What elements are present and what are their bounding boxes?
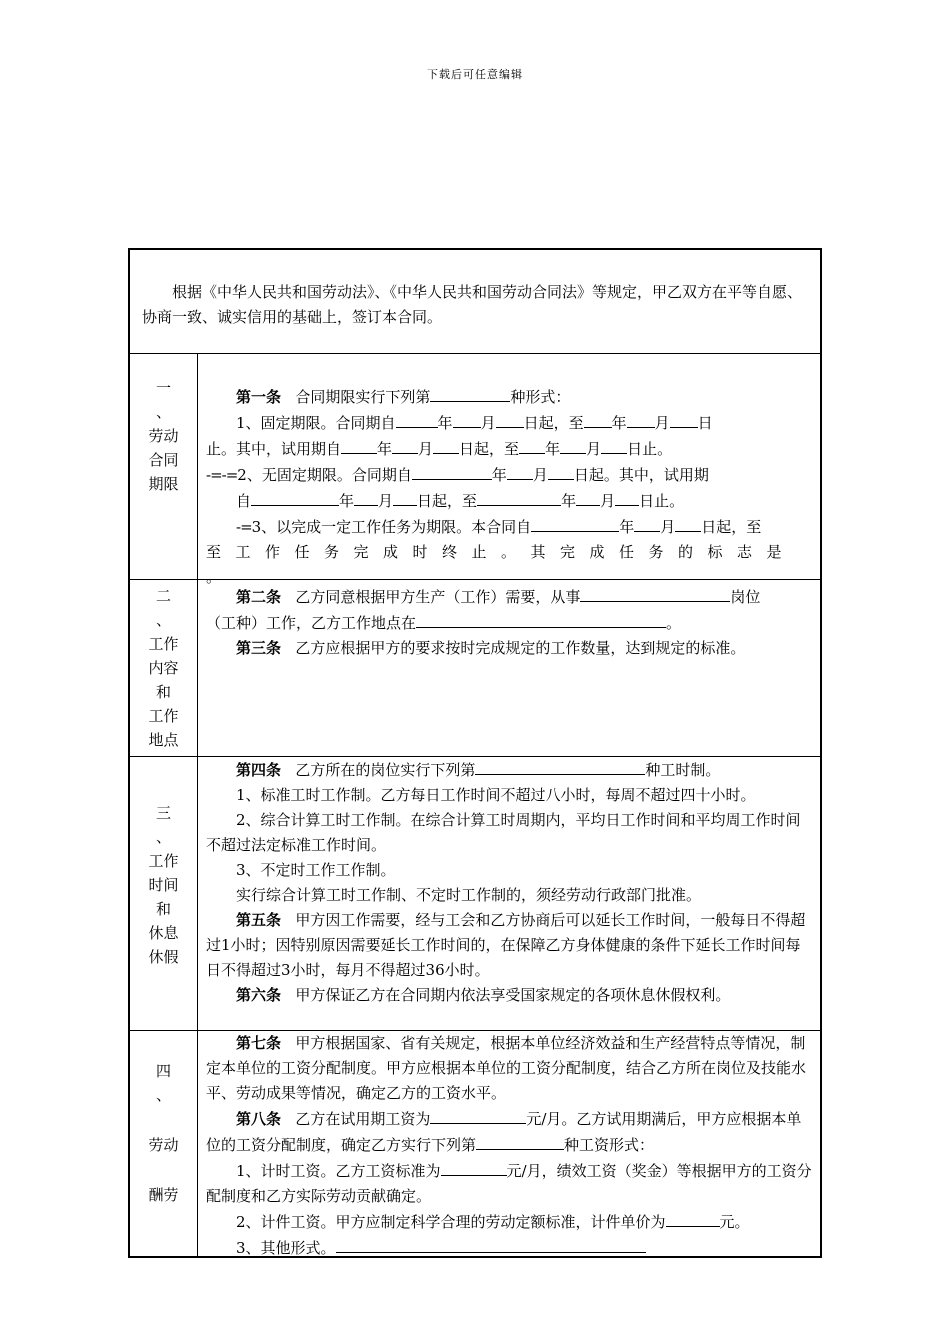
clause-text: 元/月，绩效工资（奖金）等根据甲方的工资分配制度和乙方实际劳动贡献确定。 bbox=[206, 1162, 812, 1205]
blank-field[interactable] bbox=[496, 410, 524, 428]
label-line: 合同 bbox=[148, 451, 179, 469]
article-text: 甲方因工作需要，经与工会和乙方协商后可以延长工作时间，一般每日不得超过1小时；因特别原因需要延长工作时间的，在保障乙方身体健康的条件下延长工作时间每日不得超过3小时，每月不得超过36小时。 bbox=[206, 911, 806, 979]
article-1 bbox=[206, 384, 814, 410]
clause-text: 1、固定期限。合同期自 bbox=[236, 414, 396, 432]
blank-field[interactable] bbox=[580, 584, 730, 602]
label-line: 和 bbox=[155, 900, 171, 918]
task-completion-end: 。 bbox=[206, 568, 222, 586]
standard-hours: 1、标准工时工作制。乙方每日工作时间不超过八小时，每周不超过四十小时。 bbox=[236, 786, 756, 804]
clause-text: 3、其他形式。 bbox=[236, 1239, 336, 1257]
clause-text: 年 bbox=[437, 414, 453, 432]
article-text: 种工时制。 bbox=[645, 761, 721, 779]
other-wage bbox=[206, 1235, 814, 1261]
label-line: 工作 bbox=[148, 707, 179, 725]
blank-field[interactable] bbox=[670, 410, 698, 428]
label-line: 二 bbox=[155, 587, 171, 605]
section-content bbox=[198, 580, 820, 756]
blank-field[interactable] bbox=[627, 410, 655, 428]
clause-text: 日止。 bbox=[627, 440, 673, 458]
section-content bbox=[198, 354, 820, 586]
clause-text: 日起，至 bbox=[701, 518, 762, 536]
article-title: 第八条 bbox=[236, 1110, 282, 1128]
section-content bbox=[198, 1031, 820, 1256]
label-line: 酬劳 bbox=[148, 1186, 179, 1204]
blank-field[interactable] bbox=[441, 1158, 507, 1176]
label-line: 一 bbox=[155, 379, 171, 397]
section-label bbox=[130, 1031, 198, 1256]
label-line: 、 bbox=[155, 403, 171, 421]
label-line: 、 bbox=[155, 611, 171, 629]
label-line: 三 bbox=[155, 804, 171, 822]
clause-text: 月 bbox=[480, 414, 496, 432]
section-work-content bbox=[130, 580, 820, 757]
time-wage bbox=[206, 1158, 814, 1209]
clause-text: 1、计时工资。乙方工资标准为 bbox=[236, 1162, 441, 1180]
label-line: 内容 bbox=[148, 659, 179, 677]
blank-field[interactable] bbox=[475, 757, 645, 775]
label-line: 期限 bbox=[148, 475, 179, 493]
blank-field[interactable] bbox=[666, 1209, 720, 1227]
clause-text: 3、以完成一定工作任务为期限。本合同自 bbox=[251, 518, 532, 536]
article-text: 甲方保证乙方在合同期内依法享受国家规定的各项休息休假权利。 bbox=[295, 986, 731, 1004]
blank-field[interactable] bbox=[416, 610, 666, 628]
blank-field[interactable] bbox=[336, 1235, 646, 1253]
clause-text: 月 bbox=[600, 492, 616, 510]
task-term-clause bbox=[206, 514, 814, 540]
blank-field[interactable] bbox=[412, 462, 492, 480]
task-completion-line: 至工作任务完成时终止。其完成任务的标志是 bbox=[206, 543, 797, 561]
article-text: 合同期限实行下列第 bbox=[295, 388, 431, 406]
clause-text: 月 bbox=[586, 440, 602, 458]
section-content bbox=[198, 757, 820, 1030]
article-text: 乙方在试用期工资为 bbox=[295, 1110, 431, 1128]
flexible-hours: 3、不定时工作工作制。 bbox=[236, 861, 396, 879]
clause-text: 月 bbox=[378, 492, 394, 510]
blank-field[interactable] bbox=[341, 436, 377, 454]
clause-text: 年 bbox=[339, 492, 355, 510]
clause-text: 年 bbox=[611, 414, 627, 432]
article-text: 乙方应根据甲方的要求按时完成规定的工作数量，达到规定的标准。 bbox=[295, 639, 746, 657]
article-title: 第一条 bbox=[236, 388, 282, 406]
clause-text: 2、无固定期限。合同期自 bbox=[237, 466, 412, 484]
article-title: 第三条 bbox=[236, 639, 282, 657]
clause-text: 自 bbox=[236, 492, 252, 510]
preamble: 根据《中华人民共和国劳动法》、《中华人民共和国劳动合同法》等规定，甲乙双方在平等自愿、协商一致、诚实信用的基础上，签订本合同。 bbox=[130, 250, 820, 354]
clause-text: 年 bbox=[377, 440, 393, 458]
article-2-cont bbox=[206, 610, 814, 636]
clause-text: 年 bbox=[545, 440, 561, 458]
blank-field[interactable] bbox=[430, 1106, 526, 1124]
article-text: 元/月。乙方试用期满后，甲方应根据本单位的工资分配制度，确定乙方实行下列第 bbox=[206, 1110, 802, 1154]
blank-field[interactable] bbox=[531, 514, 619, 532]
label-line: 和 bbox=[155, 683, 171, 701]
clause-text: 月 bbox=[418, 440, 434, 458]
blank-field[interactable] bbox=[393, 488, 417, 506]
blank-field[interactable] bbox=[396, 410, 438, 428]
open-term-probation bbox=[206, 488, 814, 514]
open-term-clause bbox=[206, 462, 814, 488]
approval-note: 实行综合计算工时工作制、不定时工作制的，须经劳动行政部门批准。 bbox=[236, 886, 702, 904]
blank-field[interactable] bbox=[392, 436, 418, 454]
blank-field[interactable] bbox=[433, 436, 459, 454]
blank-field[interactable] bbox=[576, 488, 600, 506]
article-title: 第四条 bbox=[236, 761, 282, 779]
clause-text: 日起，至 bbox=[523, 414, 584, 432]
clause-text: 年 bbox=[491, 466, 507, 484]
label-line: 、 bbox=[155, 1086, 171, 1104]
clause-text: 年 bbox=[619, 518, 635, 536]
blank-field[interactable] bbox=[251, 488, 339, 506]
blank-field[interactable] bbox=[507, 462, 533, 480]
download-note: 下载后可任意编辑 bbox=[427, 68, 523, 81]
label-line: 四 bbox=[155, 1062, 171, 1080]
blank-field[interactable] bbox=[615, 488, 639, 506]
clause-text: 月 bbox=[660, 518, 676, 536]
blank-field[interactable] bbox=[453, 410, 481, 428]
article-3 bbox=[206, 636, 814, 661]
label-line: 劳动 bbox=[148, 427, 179, 445]
probation-line bbox=[206, 436, 814, 462]
blank-field[interactable] bbox=[519, 436, 545, 454]
article-title: 第五条 bbox=[236, 911, 282, 929]
article-6 bbox=[206, 983, 814, 1008]
blank-field[interactable] bbox=[560, 436, 586, 454]
clause-text: 日起，至 bbox=[459, 440, 520, 458]
article-5 bbox=[206, 908, 814, 983]
section-remuneration bbox=[130, 1031, 820, 1256]
article-title: 第二条 bbox=[236, 588, 282, 606]
article-4 bbox=[206, 757, 814, 783]
blank-field[interactable] bbox=[634, 514, 660, 532]
clause-text: 日起。其中，试用期 bbox=[573, 466, 709, 484]
stray-mark: -=-= bbox=[206, 466, 238, 484]
section-label bbox=[130, 757, 198, 1030]
clause-text: 止。其中，试用期自 bbox=[206, 440, 342, 458]
article-title: 第六条 bbox=[236, 986, 282, 1004]
blank-field[interactable] bbox=[548, 462, 574, 480]
article-text: 乙方同意根据甲方生产（工作）需要，从事 bbox=[295, 588, 581, 606]
label-line: 工作 bbox=[148, 852, 179, 870]
clause-text: 2、计件工资。甲方应制定科学合理的劳动定额标准，计件单价为 bbox=[236, 1213, 666, 1231]
article-7 bbox=[206, 1031, 814, 1106]
clause-text: 日起，至 bbox=[417, 492, 478, 510]
blank-field[interactable] bbox=[584, 410, 612, 428]
article-title: 第七条 bbox=[236, 1034, 282, 1052]
label-line: 休息 bbox=[148, 924, 179, 942]
clause-text: 日止。 bbox=[639, 492, 685, 510]
article-text: （工种）工作，乙方工作地点在 bbox=[206, 614, 417, 632]
article-2 bbox=[206, 584, 814, 610]
section-label bbox=[130, 580, 198, 756]
blank-field[interactable] bbox=[477, 488, 561, 506]
article-text: 种工资形式： bbox=[564, 1136, 655, 1154]
blank-field[interactable] bbox=[675, 514, 701, 532]
label-line: 劳动 bbox=[148, 1136, 179, 1154]
section-label bbox=[130, 354, 198, 579]
label-line: 、 bbox=[155, 828, 171, 846]
blank-field[interactable] bbox=[476, 1132, 564, 1150]
article-text: 岗位 bbox=[730, 588, 761, 606]
article-text: 种形式： bbox=[510, 388, 571, 406]
clause-text: 月 bbox=[532, 466, 548, 484]
fixed-term-clause bbox=[206, 410, 814, 436]
article-8 bbox=[206, 1106, 814, 1158]
clause-text: 日 bbox=[697, 414, 713, 432]
blank-field[interactable] bbox=[354, 488, 378, 506]
stray-mark: -= bbox=[236, 518, 252, 536]
label-line: 地点 bbox=[148, 731, 179, 749]
label-line: 工作 bbox=[148, 635, 179, 653]
article-text: 乙方所在的岗位实行下列第 bbox=[295, 761, 476, 779]
label-line: 休假 bbox=[148, 948, 179, 966]
piece-wage bbox=[206, 1209, 814, 1235]
blank-field[interactable] bbox=[430, 384, 510, 402]
contract-table bbox=[128, 248, 822, 1258]
section-work-hours bbox=[130, 757, 820, 1031]
article-text: 。 bbox=[666, 614, 682, 632]
clause-text: 年 bbox=[561, 492, 577, 510]
label-line: 时间 bbox=[148, 876, 179, 894]
comprehensive-hours: 2、综合计算工时工作制。在综合计算工时周期内，平均日工作时间和平均周工作时间不超过法定标准工作时间。 bbox=[206, 811, 801, 854]
article-text: 甲方根据国家、省有关规定，根据本单位经济效益和生产经营特点等情况，制定本单位的工资分配制度。甲方应根据本单位的工资分配制度，结合乙方所在岗位及技能水平、劳动成果等情况，确定乙方的工资水平。 bbox=[206, 1034, 807, 1102]
clause-text: 元。 bbox=[719, 1213, 750, 1231]
clause-text: 月 bbox=[654, 414, 670, 432]
blank-field[interactable] bbox=[601, 436, 627, 454]
section-contract-term bbox=[130, 354, 820, 586]
